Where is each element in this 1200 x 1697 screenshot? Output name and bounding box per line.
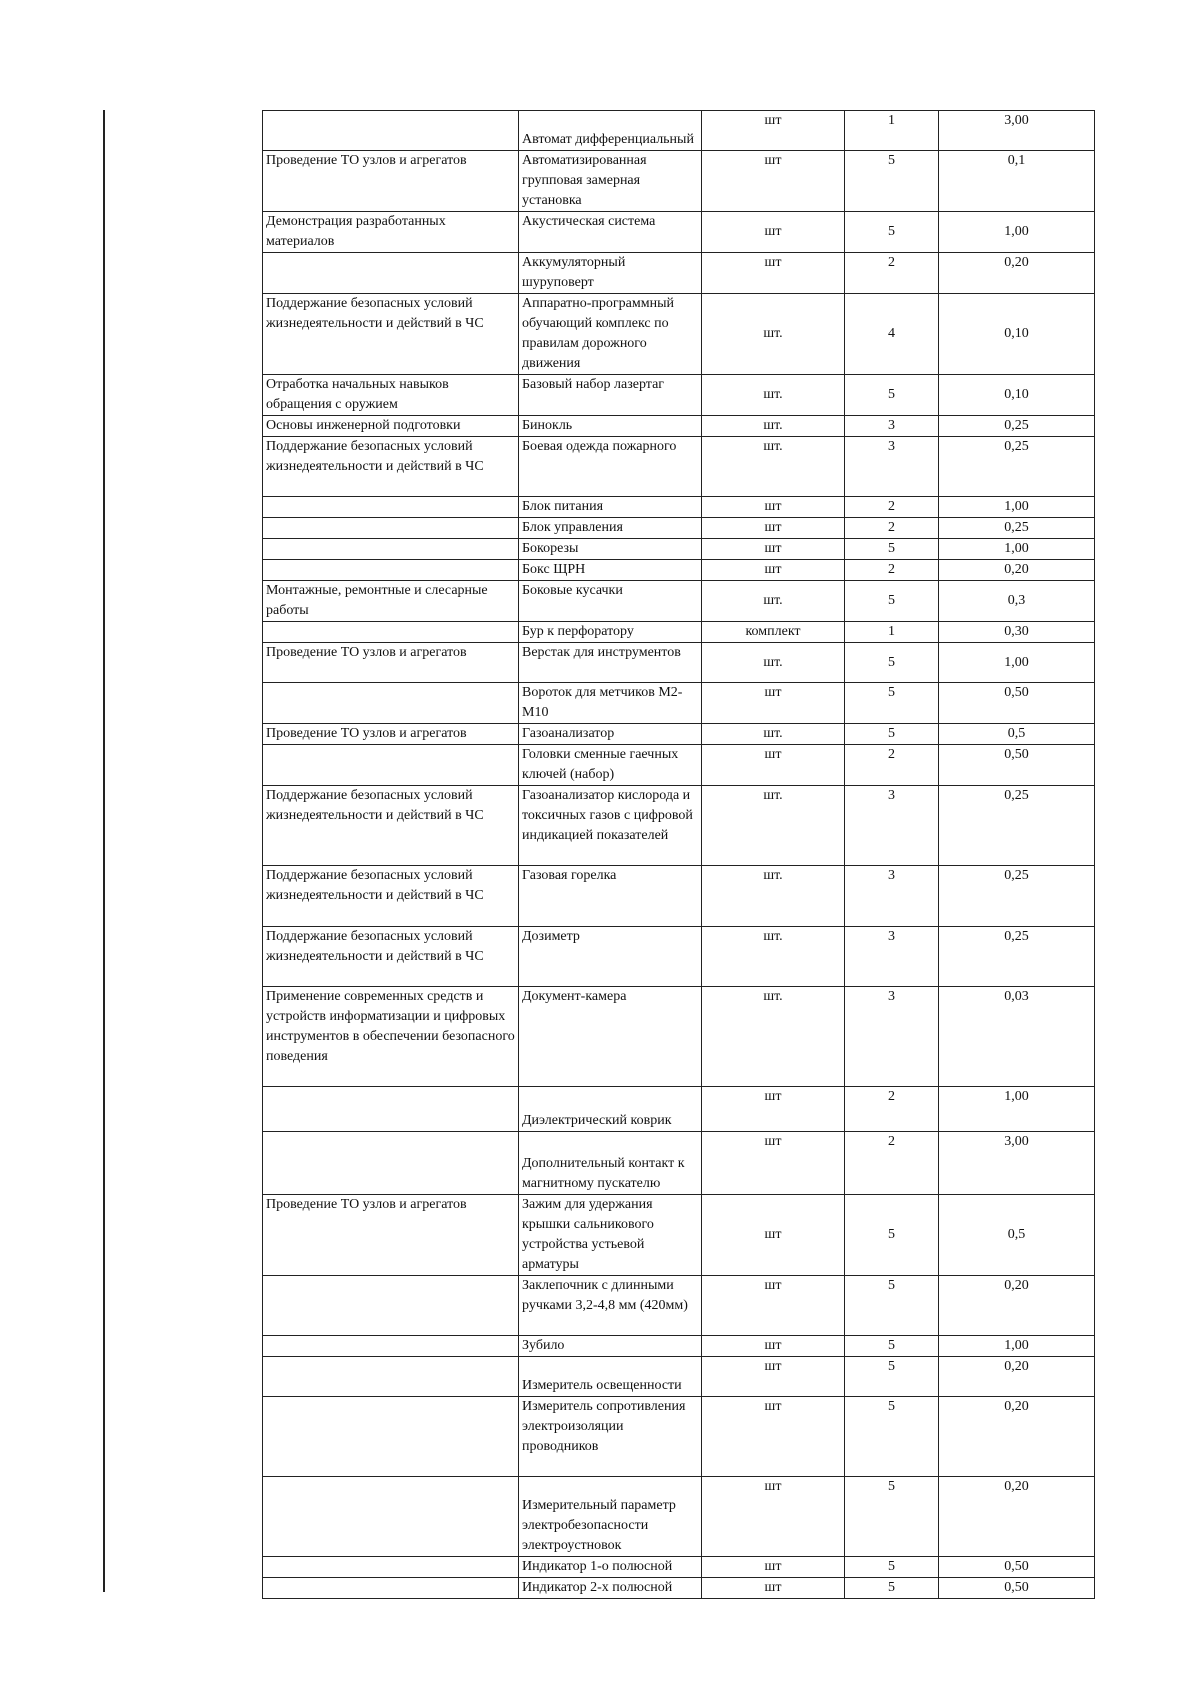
unit-cell: шт — [702, 253, 845, 294]
item-name-cell: Газоанализатор кислорода и токсичных газов с цифровой индикацией показателей — [519, 786, 702, 866]
table-row — [263, 111, 1095, 151]
unit-cell: шт. — [702, 581, 845, 622]
unit-cell: шт — [702, 539, 845, 560]
item-name-cell: Документ-камера — [519, 987, 702, 1087]
activity-cell — [263, 539, 519, 560]
rate-cell: 0,30 — [939, 622, 1095, 643]
unit-cell: шт — [702, 1397, 845, 1477]
table-body — [263, 111, 1095, 1599]
quantity-cell: 5 — [845, 151, 939, 212]
activity-cell: Монтажные, ремонтные и слесарные работы — [263, 581, 519, 622]
table-row — [263, 497, 1095, 518]
item-name-cell: Бокс ЩРН — [519, 560, 702, 581]
rate-cell: 0,20 — [939, 1357, 1095, 1397]
unit-cell: шт — [702, 212, 845, 253]
rate-cell: 1,00 — [939, 497, 1095, 518]
unit-cell: шт. — [702, 643, 845, 683]
activity-cell — [263, 683, 519, 724]
unit-cell: шт — [702, 1336, 845, 1357]
item-name-cell: Верстак для инструментов — [519, 643, 702, 683]
item-name-cell: Зубило — [519, 1336, 702, 1357]
activity-cell: Поддержание безопасных условий жизнедеятельности и действий в ЧС — [263, 927, 519, 987]
rate-cell: 3,00 — [939, 1132, 1095, 1195]
item-name-cell: Дозиметр — [519, 927, 702, 987]
activity-cell: Поддержание безопасных условий жизнедеятельности и действий в ЧС — [263, 437, 519, 497]
activity-cell: Демонстрация разработанных материалов — [263, 212, 519, 253]
rate-cell: 0,1 — [939, 151, 1095, 212]
rate-cell: 0,50 — [939, 745, 1095, 786]
unit-cell: шт — [702, 1578, 845, 1599]
activity-cell — [263, 1477, 519, 1557]
item-name-cell: Головки сменные гаечных ключей (набор) — [519, 745, 702, 786]
quantity-cell: 2 — [845, 518, 939, 539]
table-row — [263, 786, 1095, 866]
rate-cell: 0,03 — [939, 987, 1095, 1087]
table-row — [263, 643, 1095, 683]
activity-cell — [263, 622, 519, 643]
quantity-cell: 5 — [845, 1557, 939, 1578]
rate-cell: 0,3 — [939, 581, 1095, 622]
table-row — [263, 518, 1095, 539]
unit-cell: шт — [702, 1276, 845, 1336]
item-name-cell: Заклепочник с длинными ручками 3,2-4,8 мм (420мм) — [519, 1276, 702, 1336]
equipment-table — [262, 110, 1095, 1599]
item-name-cell: Индикатор 2-х полюсной — [519, 1578, 702, 1599]
item-name-cell: Бур к перфоратору — [519, 622, 702, 643]
table-row — [263, 987, 1095, 1087]
activity-cell: Поддержание безопасных условий жизнедеятельности и действий в ЧС — [263, 786, 519, 866]
quantity-cell: 5 — [845, 581, 939, 622]
item-name-cell: Автомат дифференциальный — [519, 111, 702, 151]
quantity-cell: 3 — [845, 987, 939, 1087]
table-row — [263, 683, 1095, 724]
rate-cell: 1,00 — [939, 643, 1095, 683]
rate-cell: 0,10 — [939, 294, 1095, 375]
item-name-cell: Блок управления — [519, 518, 702, 539]
rate-cell: 0,20 — [939, 1276, 1095, 1336]
rate-cell: 0,20 — [939, 560, 1095, 581]
item-name-cell: Дополнительный контакт к магнитному пускателю — [519, 1132, 702, 1195]
rate-cell: 0,25 — [939, 786, 1095, 866]
item-name-cell: Аккумуляторный шуруповерт — [519, 253, 702, 294]
quantity-cell: 5 — [845, 1276, 939, 1336]
rate-cell: 0,25 — [939, 927, 1095, 987]
activity-cell: Поддержание безопасных условий жизнедеятельности и действий в ЧС — [263, 866, 519, 927]
table-row — [263, 1132, 1095, 1195]
activity-cell: Проведение ТО узлов и агрегатов — [263, 1195, 519, 1276]
quantity-cell: 2 — [845, 1087, 939, 1132]
quantity-cell: 2 — [845, 253, 939, 294]
unit-cell: шт. — [702, 724, 845, 745]
item-name-cell: Газовая горелка — [519, 866, 702, 927]
table-row — [263, 1087, 1095, 1132]
unit-cell: шт — [702, 683, 845, 724]
quantity-cell: 1 — [845, 111, 939, 151]
quantity-cell: 3 — [845, 927, 939, 987]
activity-cell — [263, 745, 519, 786]
quantity-cell: 5 — [845, 683, 939, 724]
item-name-cell: Диэлектрический коврик — [519, 1087, 702, 1132]
rate-cell: 3,00 — [939, 111, 1095, 151]
table-row — [263, 1276, 1095, 1336]
quantity-cell: 2 — [845, 560, 939, 581]
activity-cell: Проведение ТО узлов и агрегатов — [263, 724, 519, 745]
unit-cell: шт. — [702, 987, 845, 1087]
item-name-cell: Зажим для удержания крышки сальникового устройства устьевой арматуры — [519, 1195, 702, 1276]
item-name-cell: Блок питания — [519, 497, 702, 518]
item-name-cell: Базовый набор лазертаг — [519, 375, 702, 416]
item-name-cell: Измерительный параметр электробезопасности электроустновок — [519, 1477, 702, 1557]
unit-cell: шт — [702, 151, 845, 212]
table-row — [263, 927, 1095, 987]
quantity-cell: 3 — [845, 416, 939, 437]
quantity-cell: 5 — [845, 375, 939, 416]
activity-cell — [263, 1357, 519, 1397]
activity-cell — [263, 497, 519, 518]
unit-cell: шт — [702, 1195, 845, 1276]
quantity-cell: 1 — [845, 622, 939, 643]
quantity-cell: 5 — [845, 539, 939, 560]
item-name-cell: Измеритель освещенности — [519, 1357, 702, 1397]
table-row — [263, 866, 1095, 927]
margin-line — [103, 110, 105, 1592]
item-name-cell: Аппаратно-программный обучающий комплекс по правилам дорожного движения — [519, 294, 702, 375]
item-name-cell: Индикатор 1-о полюсной — [519, 1557, 702, 1578]
rate-cell: 0,50 — [939, 683, 1095, 724]
table-row — [263, 1195, 1095, 1276]
quantity-cell: 3 — [845, 786, 939, 866]
rate-cell: 1,00 — [939, 1336, 1095, 1357]
table-row — [263, 1357, 1095, 1397]
unit-cell: шт — [702, 1132, 845, 1195]
activity-cell — [263, 253, 519, 294]
item-name-cell: Боевая одежда пожарного — [519, 437, 702, 497]
table-row — [263, 1578, 1095, 1599]
activity-cell — [263, 1276, 519, 1336]
table-row — [263, 745, 1095, 786]
activity-cell — [263, 111, 519, 151]
rate-cell: 0,20 — [939, 253, 1095, 294]
rate-cell: 0,25 — [939, 416, 1095, 437]
quantity-cell: 5 — [845, 1336, 939, 1357]
quantity-cell: 5 — [845, 724, 939, 745]
unit-cell: шт. — [702, 375, 845, 416]
unit-cell: шт — [702, 111, 845, 151]
table-row — [263, 1557, 1095, 1578]
item-name-cell: Акустическая система — [519, 212, 702, 253]
unit-cell: шт — [702, 1357, 845, 1397]
item-name-cell: Бинокль — [519, 416, 702, 437]
table-row — [263, 375, 1095, 416]
rate-cell: 0,25 — [939, 518, 1095, 539]
unit-cell: шт — [702, 1087, 845, 1132]
unit-cell: шт — [702, 1557, 845, 1578]
rate-cell: 1,00 — [939, 539, 1095, 560]
rate-cell: 1,00 — [939, 212, 1095, 253]
unit-cell: шт. — [702, 866, 845, 927]
table-row — [263, 294, 1095, 375]
table-row — [263, 212, 1095, 253]
quantity-cell: 5 — [845, 212, 939, 253]
rate-cell: 1,00 — [939, 1087, 1095, 1132]
item-name-cell: Газоанализатор — [519, 724, 702, 745]
activity-cell — [263, 1578, 519, 1599]
activity-cell — [263, 1087, 519, 1132]
rate-cell: 0,50 — [939, 1578, 1095, 1599]
activity-cell: Проведение ТО узлов и агрегатов — [263, 151, 519, 212]
quantity-cell: 5 — [845, 1357, 939, 1397]
quantity-cell: 2 — [845, 497, 939, 518]
activity-cell: Поддержание безопасных условий жизнедеятельности и действий в ЧС — [263, 294, 519, 375]
activity-cell: Отработка начальных навыков обращения с оружием — [263, 375, 519, 416]
rate-cell: 0,20 — [939, 1397, 1095, 1477]
table-row — [263, 539, 1095, 560]
unit-cell: шт — [702, 497, 845, 518]
activity-cell: Основы инженерной подготовки — [263, 416, 519, 437]
activity-cell — [263, 1557, 519, 1578]
activity-cell — [263, 1132, 519, 1195]
unit-cell: шт. — [702, 294, 845, 375]
item-name-cell: Измеритель сопротивления электроизоляции проводников — [519, 1397, 702, 1477]
activity-cell: Применение современных средств и устройств информатизации и цифровых инструментов в обеспечении безопасного поведения — [263, 987, 519, 1087]
table-row — [263, 560, 1095, 581]
table-row — [263, 1397, 1095, 1477]
rate-cell: 0,5 — [939, 1195, 1095, 1276]
quantity-cell: 5 — [845, 1195, 939, 1276]
table-row — [263, 416, 1095, 437]
activity-cell — [263, 518, 519, 539]
activity-cell — [263, 560, 519, 581]
activity-cell — [263, 1336, 519, 1357]
unit-cell: шт — [702, 518, 845, 539]
unit-cell: шт — [702, 560, 845, 581]
item-name-cell: Автоматизированная групповая замерная установка — [519, 151, 702, 212]
table-row — [263, 437, 1095, 497]
quantity-cell: 5 — [845, 643, 939, 683]
quantity-cell: 2 — [845, 1132, 939, 1195]
table-row — [263, 1477, 1095, 1557]
unit-cell: комплект — [702, 622, 845, 643]
unit-cell: шт — [702, 745, 845, 786]
table-row — [263, 581, 1095, 622]
quantity-cell: 5 — [845, 1477, 939, 1557]
table-row — [263, 1336, 1095, 1357]
unit-cell: шт — [702, 1477, 845, 1557]
table-row — [263, 622, 1095, 643]
quantity-cell: 3 — [845, 866, 939, 927]
table-row — [263, 253, 1095, 294]
unit-cell: шт. — [702, 927, 845, 987]
unit-cell: шт. — [702, 416, 845, 437]
rate-cell: 0,10 — [939, 375, 1095, 416]
activity-cell: Проведение ТО узлов и агрегатов — [263, 643, 519, 683]
item-name-cell: Вороток для метчиков М2-М10 — [519, 683, 702, 724]
quantity-cell: 5 — [845, 1578, 939, 1599]
rate-cell: 0,25 — [939, 437, 1095, 497]
item-name-cell: Бокорезы — [519, 539, 702, 560]
table-row — [263, 151, 1095, 212]
item-name-cell: Боковые кусачки — [519, 581, 702, 622]
unit-cell: шт. — [702, 786, 845, 866]
rate-cell: 0,20 — [939, 1477, 1095, 1557]
rate-cell: 0,50 — [939, 1557, 1095, 1578]
table-row — [263, 724, 1095, 745]
quantity-cell: 5 — [845, 1397, 939, 1477]
unit-cell: шт. — [702, 437, 845, 497]
quantity-cell: 2 — [845, 745, 939, 786]
rate-cell: 0,5 — [939, 724, 1095, 745]
quantity-cell: 3 — [845, 437, 939, 497]
quantity-cell: 4 — [845, 294, 939, 375]
rate-cell: 0,25 — [939, 866, 1095, 927]
activity-cell — [263, 1397, 519, 1477]
